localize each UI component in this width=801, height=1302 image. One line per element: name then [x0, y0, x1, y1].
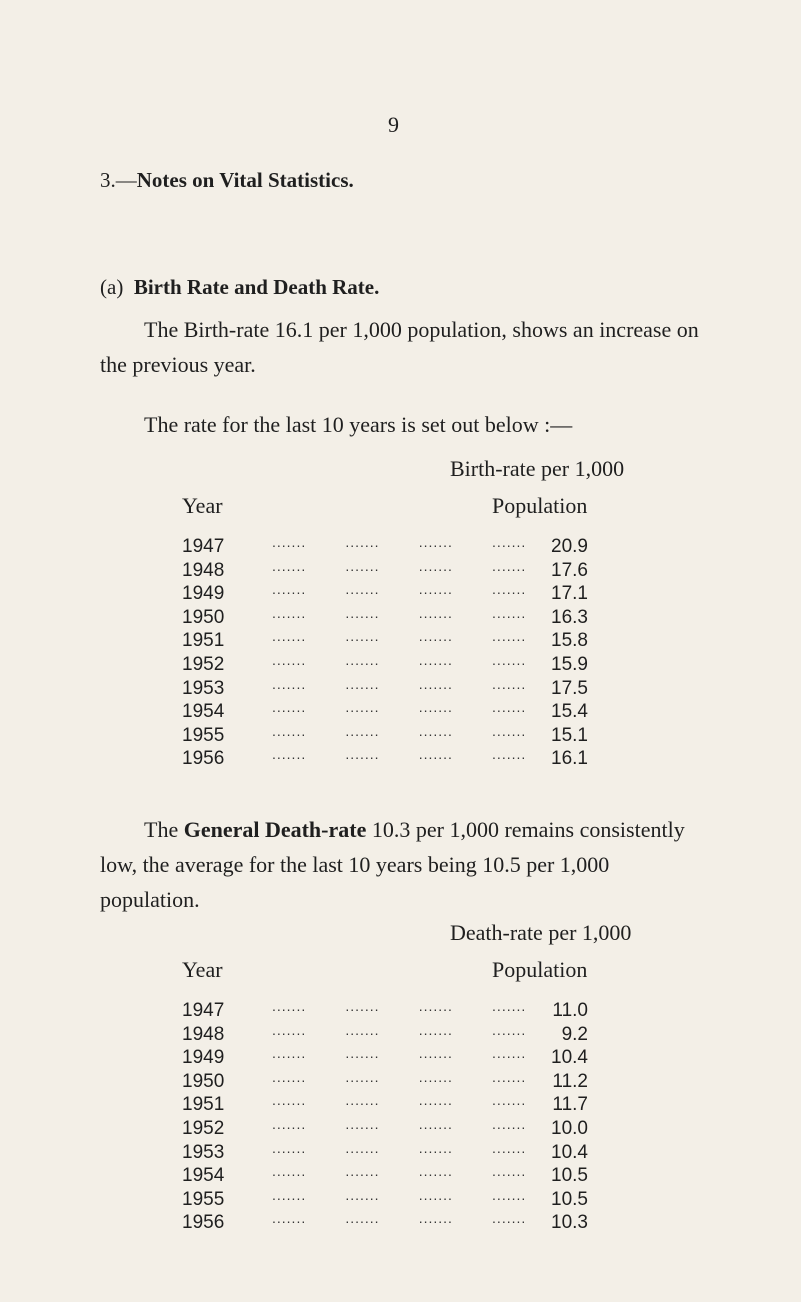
row-year: 1955 [182, 724, 225, 746]
row-rate: 15.1 [551, 724, 588, 746]
row-leader-dots: ....... ....... ....... ....... [272, 722, 527, 739]
death-para-line2: low, the average for the last 10 years being 10.5 per 1,000 population. [100, 852, 610, 912]
row-year: 1953 [182, 677, 225, 699]
row-rate: 17.6 [551, 559, 588, 581]
row-leader-dots: ....... ....... ....... ....... [272, 1163, 527, 1180]
death-rate-paragraph [100, 812, 700, 917]
row-leader-dots: ....... ....... ....... ....... [272, 1045, 527, 1062]
row-leader-dots: ....... ....... ....... ....... [272, 1021, 527, 1038]
row-rate: 17.5 [551, 677, 588, 699]
death-para-line1: 10.3 per 1,000 remains consistently [371, 817, 685, 842]
table-row [182, 1186, 622, 1213]
row-year: 1949 [182, 1047, 225, 1069]
birth-table-rows [182, 536, 622, 772]
row-year: 1950 [182, 1070, 225, 1092]
row-rate: 15.8 [551, 630, 588, 652]
row-year: 1947 [182, 536, 225, 557]
row-year: 1951 [182, 1094, 225, 1116]
row-rate: 17.1 [551, 583, 588, 605]
row-leader-dots: ....... ....... ....... ....... [272, 581, 527, 598]
row-rate: 10.3 [551, 1212, 588, 1234]
row-rate: 10.0 [551, 1117, 588, 1139]
row-year: 1955 [182, 1188, 225, 1210]
birth-table-population-header: Population [492, 493, 588, 518]
death-para-bold: General Death-rate [183, 817, 367, 842]
birth-para-line-2: the previous year. [100, 352, 256, 377]
table-row [182, 651, 622, 678]
row-year: 1952 [182, 653, 225, 675]
row-rate: 10.5 [551, 1188, 588, 1210]
row-year: 1956 [182, 1212, 225, 1234]
row-leader-dots: ....... ....... ....... ....... [272, 1115, 527, 1132]
table-row [182, 1139, 622, 1166]
row-year: 1956 [182, 748, 225, 770]
row-leader-dots: ....... ....... ....... ....... [272, 1186, 527, 1203]
row-leader-dots: ....... ....... ....... ....... [272, 1068, 527, 1085]
row-year: 1953 [182, 1141, 225, 1163]
table-row [182, 557, 622, 584]
death-table-rate-header: Death-rate per 1,000 [450, 920, 632, 945]
row-rate: 11.7 [552, 1094, 588, 1116]
row-leader-dots: ....... ....... ....... ....... [272, 998, 527, 1014]
row-year: 1948 [182, 559, 225, 581]
row-rate: 16.1 [551, 748, 588, 770]
row-leader-dots: ....... ....... ....... ....... [272, 534, 527, 550]
death-table-rows [182, 1000, 622, 1236]
birth-rate-paragraph [100, 312, 700, 382]
birth-para-line-1: The Birth-rate 16.1 per 1,000 population, shows an increase on [144, 317, 699, 342]
table-row [182, 604, 622, 631]
table-row [182, 748, 622, 772]
table-row [182, 1165, 622, 1189]
row-leader-dots: ....... ....... ....... ....... [272, 746, 527, 763]
birth-table-year-header: Year [182, 493, 223, 518]
table-row [182, 1021, 622, 1048]
table-row [182, 536, 622, 560]
rate-intro-paragraph [100, 407, 700, 442]
row-rate: 20.9 [551, 536, 588, 557]
row-rate: 10.4 [551, 1141, 588, 1163]
row-leader-dots: ....... ....... ....... ....... [272, 1092, 527, 1109]
page-number: 9 [388, 112, 399, 137]
death-para-prefix: The [144, 817, 179, 842]
section-title: Notes on Vital Statistics. [136, 168, 354, 192]
row-leader-dots: ....... ....... ....... ....... [272, 604, 527, 621]
table-row [182, 722, 622, 749]
table-row [182, 1115, 622, 1142]
row-leader-dots: ....... ....... ....... ....... [272, 1139, 527, 1156]
row-year: 1950 [182, 606, 225, 628]
table-row [182, 583, 622, 607]
birth-table-rate-header: Birth-rate per 1,000 [450, 456, 625, 481]
row-leader-dots: ....... ....... ....... ....... [272, 1210, 527, 1227]
row-leader-dots: ....... ....... ....... ....... [272, 557, 527, 574]
table-row [182, 1068, 622, 1095]
row-year: 1954 [182, 1165, 225, 1187]
table-row [182, 1094, 622, 1118]
row-leader-dots: ....... ....... ....... ....... [272, 699, 527, 716]
row-leader-dots: ....... ....... ....... ....... [272, 675, 527, 692]
row-rate: 10.4 [551, 1047, 588, 1069]
subsection-title: Birth Rate and Death Rate. [133, 275, 380, 299]
subsection-label: (a) [100, 275, 124, 299]
rate-intro-text: The rate for the last 10 years is set out below :— [144, 412, 573, 437]
row-year: 1948 [182, 1023, 225, 1045]
row-rate: 16.3 [551, 606, 588, 628]
subsection-heading [100, 275, 379, 300]
table-row [182, 1047, 622, 1071]
row-year: 1954 [182, 701, 225, 723]
row-year: 1951 [182, 630, 225, 652]
row-rate: 11.0 [552, 1000, 588, 1021]
row-rate: 15.4 [551, 701, 588, 723]
row-rate: 11.2 [552, 1070, 588, 1092]
row-rate: 9.2 [561, 1023, 588, 1045]
section-heading [100, 168, 354, 193]
row-year: 1949 [182, 583, 225, 605]
death-table-year-header: Year [182, 957, 223, 982]
section-number: 3.— [100, 168, 137, 192]
row-rate: 15.9 [551, 653, 588, 675]
table-row [182, 701, 622, 725]
row-year: 1947 [182, 1000, 225, 1021]
death-table-population-header: Population [492, 957, 588, 982]
row-rate: 10.5 [551, 1165, 588, 1187]
table-row [182, 675, 622, 702]
table-row [182, 1000, 622, 1024]
table-row [182, 1212, 622, 1236]
row-leader-dots: ....... ....... ....... ....... [272, 651, 527, 668]
row-year: 1952 [182, 1117, 225, 1139]
table-row [182, 630, 622, 654]
row-leader-dots: ....... ....... ....... ....... [272, 628, 527, 645]
